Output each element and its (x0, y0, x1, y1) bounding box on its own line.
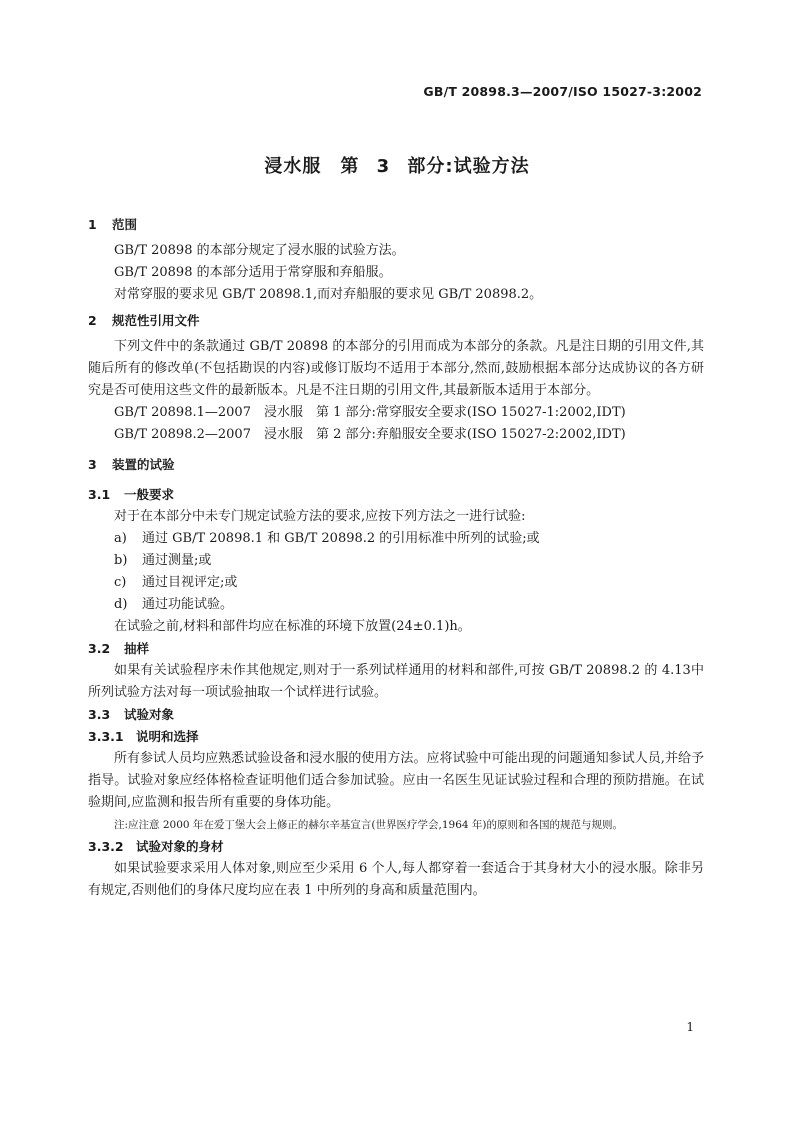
list-item-text: 通过 GB/T 20898.1 和 GB/T 20898.2 的引用标准中所列的试验;或 (142, 531, 540, 546)
subsection-title: 试验对象 (124, 707, 175, 722)
section-heading-2 (88, 310, 704, 332)
subsection-number: 3.2 (88, 641, 111, 656)
paragraph: 如果试验要求采用人体对象,则应至少采用 6 个人,每人都穿着一套适合于其身材大小的浸水服。除非另有规定,否则他们的身体尺度均应在表 1 中所列的身高和质量范围内。 (88, 861, 704, 898)
list-item-text: 通过目视评定;或 (142, 575, 238, 590)
subsection-title: 抽样 (124, 641, 150, 656)
section-number: 1 (88, 217, 97, 232)
paragraph: GB/T 20898 的本部分规定了浸水服的试验方法。 (114, 243, 405, 258)
list-marker: b) (114, 553, 128, 568)
standard-code: GB/T 20898.3—2007/ISO 15027-3:2002 (423, 84, 702, 99)
paragraph: 所有参试人员均应熟悉试验设备和浸水服的使用方法。应将试验中可能出现的问题通知参试人员,并给予指导。试验对象应经体格检查证明他们适合参加试验。应由一名医生见证试验过程和合理的预防措施。在试验期间,应监测和报告所有重要的身体功能。 (88, 751, 704, 810)
paragraph: 对常穿服的要求见 GB/T 20898.1,而对弃船服的要求见 GB/T 20898.2。 (114, 287, 543, 302)
section-heading-1 (88, 214, 704, 236)
subsection-heading-3-3 (88, 704, 704, 726)
subsection-number: 3.1 (88, 487, 111, 502)
list-item (88, 594, 704, 616)
page-number: 1 (686, 1020, 694, 1034)
list-marker: d) (114, 597, 128, 612)
subsection-title: 一般要求 (124, 487, 175, 502)
subsection-heading-3-2 (88, 638, 704, 660)
list-item (88, 550, 704, 572)
subsection-title: 试验对象的身材 (136, 839, 224, 854)
subsection-heading-3-1 (88, 484, 704, 506)
list-item (88, 528, 704, 550)
list-item-text: 通过功能试验。 (142, 597, 234, 612)
list-marker: a) (114, 531, 127, 546)
subsection-heading-3-3-1 (88, 726, 704, 748)
subsection-number: 3.3.1 (88, 729, 124, 744)
paragraph: 对于在本部分中未专门规定试验方法的要求,应按下列方法之一进行试验: (114, 509, 526, 524)
subsection-heading-3-3-2 (88, 836, 704, 858)
section-number: 2 (88, 313, 97, 328)
subsection-number: 3.3.2 (88, 839, 124, 854)
subsection-title: 说明和选择 (136, 729, 199, 744)
list-item (88, 572, 704, 594)
document-body (88, 214, 704, 902)
section-heading-3 (88, 454, 704, 476)
document-title: 浸水服 第 3 部分:试验方法 (264, 156, 530, 177)
subsection-number: 3.3 (88, 707, 111, 722)
normative-reference: GB/T 20898.2—2007 浸水服 第 2 部分:弃船服安全要求(ISO 15027-2:2002,IDT) (114, 427, 626, 442)
paragraph: 下列文件中的条款通过 GB/T 20898 的本部分的引用而成为本部分的条款。凡是注日期的引用文件,其随后所有的修改单(不包括勘误的内容)或修订版均不适用于本部分,然而,鼓励根据本部分达成协议的各方研究是否可使用这些文件的最新版本。凡是不注日期的引用文件,其最新版本适用于本部分。 (88, 339, 704, 398)
paragraph: 如果有关试验程序未作其他规定,则对于一系列试样通用的材料和部件,可按 GB/T 20898.2 的 4.13中所列试验方法对每一项试验抽取一个试样进行试验。 (88, 663, 704, 700)
list-item-text: 通过测量;或 (142, 553, 212, 568)
paragraph: GB/T 20898 的本部分适用于常穿服和弃船服。 (114, 265, 392, 280)
paragraph: 在试验之前,材料和部件均应在标准的环境下放置(24±0.1)h。 (114, 619, 471, 634)
section-title: 范围 (112, 217, 138, 232)
list-marker: c) (114, 575, 127, 590)
normative-reference: GB/T 20898.1—2007 浸水服 第 1 部分:常穿服安全要求(ISO 15027-1:2002,IDT) (114, 405, 626, 420)
section-title: 规范性引用文件 (112, 313, 200, 328)
note: 注:应注意 2000 年在爱丁堡大会上修正的赫尔辛基宣言(世界医疗学会,1964 年)的原则和各国的规范与规则。 (114, 819, 624, 831)
section-number: 3 (88, 457, 97, 472)
section-title: 装置的试验 (112, 457, 175, 472)
